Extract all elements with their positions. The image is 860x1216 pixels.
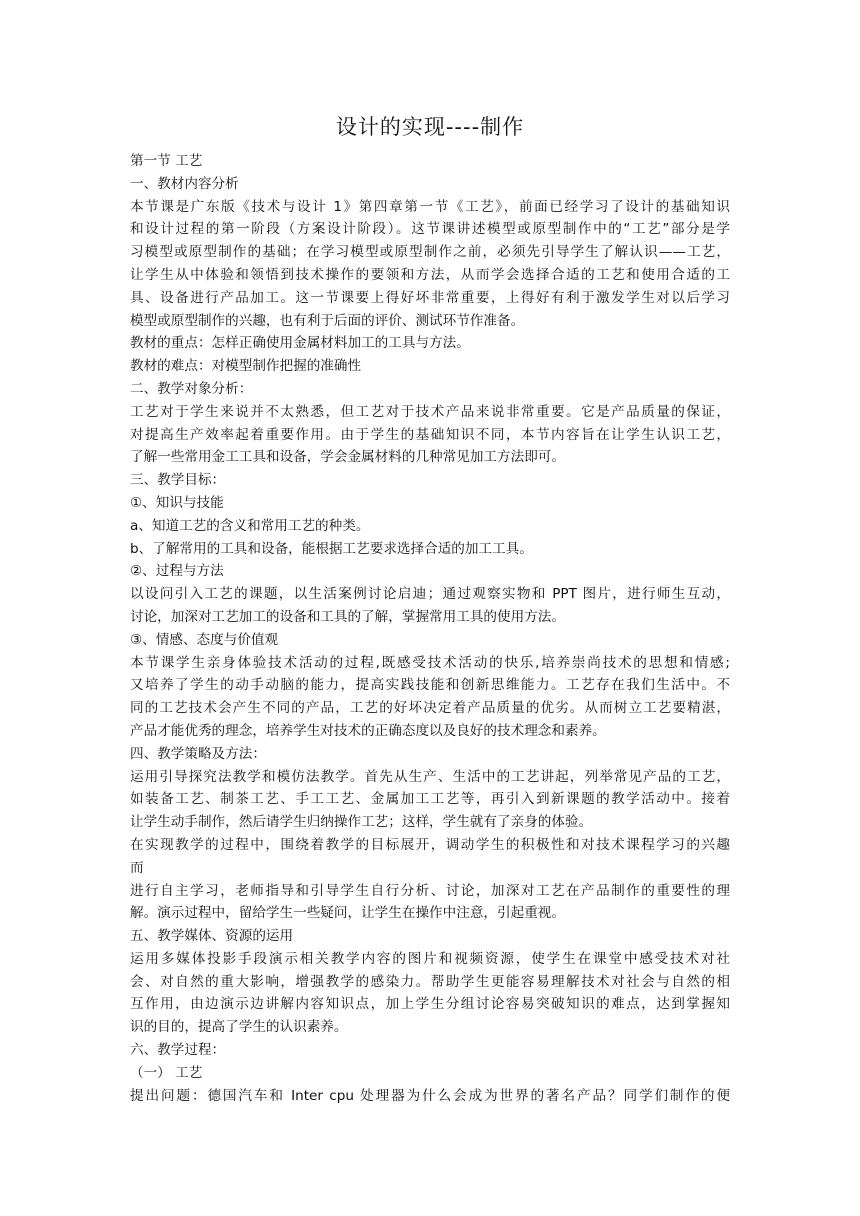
text-line: 运用引导探究法教学和模仿法教学。首先从生产、生活中的工艺讲起，列举常见产品的工艺， bbox=[130, 768, 730, 785]
text-line: 六、教学过程： bbox=[130, 1042, 226, 1059]
text-line: a、知道工艺的含义和常用工艺的种类。 bbox=[130, 517, 370, 534]
text-line: 互作用，由边演示边讲解内容知识点，加上学生分组讨论容易突破知识的难点，达到掌握知 bbox=[130, 996, 730, 1013]
text-line: 本节课是广东版《技术与设计 1》第四章第一节《工艺》，前面已经学习了设计的基础知识 bbox=[130, 198, 730, 215]
text-line: 而 bbox=[130, 859, 144, 876]
text-line: 第一节 工艺 bbox=[130, 153, 203, 169]
text-line: 本节课学生亲身体验技术活动的过程,既感受技术活动的快乐,培养崇尚技术的思想和情感; bbox=[130, 654, 730, 671]
text-line: （一） 工艺 bbox=[130, 1064, 203, 1081]
text-line: 让学生动手制作，然后请学生归纳操作工艺；这样，学生就有了亲身的体验。 bbox=[130, 814, 593, 831]
text-line: 提出问题：德国汽车和 Inter cpu 处理器为什么会成为世界的著名产品？同学们制作的便 bbox=[130, 1087, 730, 1104]
text-line: 一、教材内容分析 bbox=[130, 175, 239, 192]
text-line: 模型或原型制作的兴趣，也有利于后面的评价、测试环节作准备。 bbox=[130, 312, 525, 329]
text-line: 运用多媒体投影手段演示相关教学内容的图片和视频资源，使学生在课堂中感受技术对社 bbox=[130, 950, 730, 967]
text-line: 同的工艺技术会产生不同的产品，工艺的好坏决定着产品质量的优劣。从而树立工艺要精湛， bbox=[130, 700, 730, 717]
text-line: 对提高生产效率起着重要作用。由于学生的基础知识不同，本节内容旨在让学生认识工艺， bbox=[130, 426, 730, 443]
text-line: 具、设备进行产品加工。这一节课要上得好坏非常重要，上得好有利于激发学生对以后学习 bbox=[130, 289, 730, 306]
text-line: 四、教学策略及方法： bbox=[130, 745, 266, 762]
text-line: 以设问引入工艺的课题，以生活案例讨论启迪；通过观察实物和 PPT 图片，进行师生互动， bbox=[130, 586, 730, 603]
text-line: 二、教学对象分析： bbox=[130, 380, 253, 397]
text-line: ①、知识与技能 bbox=[130, 494, 224, 511]
text-line: 进行自主学习，老师指导和引导学生自行分析、讨论，加深对工艺在产品制作的重要性的理 bbox=[130, 882, 730, 899]
text-line: 又培养了学生的动手动脑的能力，提高实践技能和创新思维能力。工艺存在我们生活中。不 bbox=[130, 677, 730, 694]
text-line: b、了解常用的工具和设备，能根据工艺要求选择合适的加工工具。 bbox=[130, 540, 533, 557]
text-line: 如装备工艺、制茶工艺、手工工艺、金属加工工艺等，再引入到新课题的教学活动中。接着 bbox=[130, 791, 730, 808]
text-line: 三、教学目标： bbox=[130, 472, 226, 489]
text-line: 五、教学媒体、资源的运用 bbox=[130, 928, 294, 945]
text-line: 识的目的，提高了学生的认识素养。 bbox=[130, 1019, 348, 1036]
text-line: ②、过程与方法 bbox=[130, 563, 224, 580]
text-line: 会、对自然的重大影响，增强教学的感染力。帮助学生更能容易理解技术对社会与自然的相 bbox=[130, 973, 730, 990]
text-line: 和设计过程的第一阶段（方案设计阶段）。这节课讲述模型或原型制作中的“工艺”部分是学 bbox=[130, 221, 730, 238]
text-line: 在实现教学的过程中，围绕着教学的目标展开，调动学生的积极性和对技术课程学习的兴趣 bbox=[130, 836, 730, 853]
text-line: 产品才能优秀的理念，培养学生对技术的正确态度以及良好的技术理念和素养。 bbox=[130, 722, 606, 739]
text-line: 工艺对于学生来说并不太熟悉，但工艺对于技术产品来说非常重要。它是产品质量的保证， bbox=[130, 403, 730, 420]
document-body bbox=[130, 150, 730, 1107]
text-line: 解。演示过程中，留给学生一些疑问，让学生在操作中注意，引起重视。 bbox=[130, 905, 565, 922]
text-line: 让学生从中体验和领悟到技术操作的要领和方法，从而学会选择合适的工艺和使用合适的工 bbox=[130, 266, 730, 283]
text-line: ③、情感、态度与价值观 bbox=[130, 631, 279, 648]
text-line: 习模型或原型制作的基础；在学习模型或原型制作之前，必须先引导学生了解认识——工艺， bbox=[130, 244, 730, 261]
text-line: 教材的重点：怎样正确使用金属材料加工的工具与方法。 bbox=[130, 335, 470, 352]
text-line: 讨论，加深对工艺加工的设备和工具的了解，掌握常用工具的使用方法。 bbox=[130, 608, 565, 625]
document-title: 设计的实现----制作 bbox=[335, 115, 525, 139]
text-line: 了解一些常用金工工具和设备，学会金属材料的几种常见加工方法即可。 bbox=[130, 449, 565, 466]
text-line: 教材的难点：对模型制作把握的准确性 bbox=[130, 358, 362, 375]
